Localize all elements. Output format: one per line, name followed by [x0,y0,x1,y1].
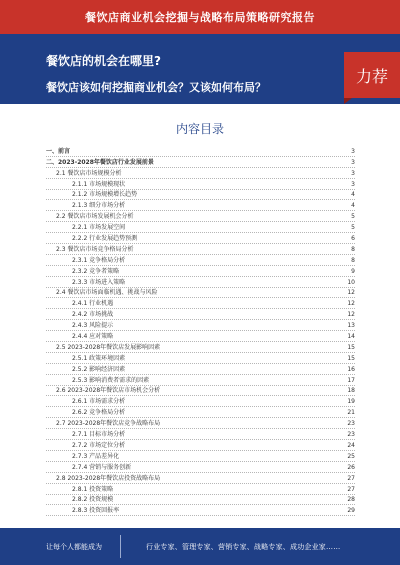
toc-entry-page: 3 [351,147,355,155]
toc-entry-text: 2.3 餐饮店市场竞争格局分析 [56,245,134,253]
toc-entry-page: 8 [351,245,355,253]
table-of-contents [46,146,355,516]
toc-entry-page: 15 [347,343,355,351]
toc-entry-text: 2.4.4 应对策略 [72,333,114,341]
toc-entry[interactable] [46,353,355,364]
toc-entry-page: 15 [347,354,355,362]
toc-entry-page: 5 [351,213,355,221]
toc-entry-page: 24 [347,441,355,449]
toc-entry[interactable] [46,320,355,331]
footer-bar [0,528,400,565]
toc-entry-text: 2.8.1 投资策略 [72,485,114,493]
toc-entry-text: 2.7.4 营销与服务创新 [72,463,132,471]
toc-entry-text: 2.7.2 市场定位分析 [72,441,126,449]
recommend-badge: 力荐 [344,52,400,98]
toc-entry-text: 2.2.2 行业发展趋势预测 [72,235,138,243]
toc-entry[interactable] [46,211,355,222]
toc-entry[interactable] [46,451,355,462]
toc-entry[interactable] [46,375,355,386]
toc-entry-page: 27 [347,474,355,482]
toc-entry[interactable] [46,407,355,418]
toc-entry[interactable] [46,298,355,309]
report-title: 餐饮店商业机会挖掘与战略布局策略研究报告 [85,11,315,24]
toc-entry-page: 27 [347,485,355,493]
header-bar [0,0,400,34]
toc-entry[interactable] [46,190,355,201]
footer-roles: 行业专家、管理专家、营销专家、战略专家、成功企业家…… [146,543,341,551]
toc-entry[interactable] [46,168,355,179]
toc-entry-page: 28 [347,496,355,504]
toc-entry-text: 2.5 2023-2028年餐饮店发展影响因素 [56,343,161,351]
toc-entry-text: 2.4.1 行业机遇 [72,300,114,308]
toc-entry[interactable] [46,233,355,244]
toc-entry-text: 2.8 2023-2028年餐饮店投资战略布局 [56,474,161,482]
toc-entry-text: 2.5.1 政策环境因素 [72,354,126,362]
toc-entry-text: 2.1.1 市场规模现状 [72,180,126,188]
toc-entry-text: 2.3.2 竞争者策略 [72,267,120,275]
toc-entry-text: 2.3.1 竞争格局分析 [72,256,126,264]
toc-entry-text: 2.8.2 投资规模 [72,496,114,504]
toc-entry[interactable] [46,505,355,516]
toc-entry-page: 8 [351,256,355,264]
toc-entry[interactable] [46,200,355,211]
toc-entry[interactable] [46,309,355,320]
toc-entry-page: 16 [347,365,355,373]
hero-question-1: 餐饮店的机会在哪里? [46,54,161,68]
toc-entry-page: 13 [347,322,355,330]
toc-entry-page: 4 [351,191,355,199]
toc-entry-text: 2.1.2 市场规模增长趋势 [72,191,138,199]
toc-entry-page: 17 [347,376,355,384]
toc-entry-page: 6 [351,235,355,243]
hero-banner [0,34,400,104]
toc-entry-text: 2.8.3 投资回报率 [72,507,120,515]
toc-entry-page: 18 [347,387,355,395]
toc-entry[interactable] [46,440,355,451]
badge-fold [344,98,352,104]
toc-entry-text: 2.5.2 影响经济因素 [72,365,126,373]
toc-entry[interactable] [46,342,355,353]
toc-entry-page: 25 [347,452,355,460]
toc-entry[interactable] [46,429,355,440]
toc-entry-text: 2.1 餐饮店市场规模分析 [56,169,122,177]
toc-entry[interactable] [46,386,355,397]
toc-entry-page: 12 [347,311,355,319]
toc-entry[interactable] [46,255,355,266]
toc-entry-text: 2.5.3 影响消费者需求的因素 [72,376,150,384]
toc-title: 内容目录 [175,122,224,136]
toc-entry-page: 23 [347,431,355,439]
toc-entry-text: 2.7.3 产品差异化 [72,452,120,460]
toc-entry-page: 12 [347,300,355,308]
toc-entry[interactable] [46,277,355,288]
toc-entry-text: 2.2.1 市场发展空间 [72,224,126,232]
toc-entry-page: 3 [351,180,355,188]
footer-divider [120,535,121,558]
footer-slogan: 让每个人都能成为 [46,543,102,551]
toc-entry[interactable] [46,396,355,407]
toc-entry[interactable] [46,418,355,429]
toc-entry-text: 2.4 餐饮店市场面临机遇、挑战与风险 [56,289,158,297]
toc-entry-page: 3 [351,158,355,166]
toc-entry-page: 12 [347,289,355,297]
hero-question-2: 餐饮店该如何挖掘商业机会？又该如何布局？ [46,81,266,94]
toc-entry-page: 29 [347,507,355,515]
toc-entry-page: 21 [347,409,355,417]
toc-entry[interactable] [46,364,355,375]
toc-entry-text: 2.4.3 风险提示 [72,322,114,330]
toc-entry-page: 23 [347,420,355,428]
toc-entry-text: 2.3.3 市场进入策略 [72,278,126,286]
toc-entry-text: 二、2023-2028年餐饮店行业发展前景 [46,158,154,166]
toc-entry[interactable] [46,266,355,277]
toc-entry-text: 2.7.1 目标市场分析 [72,431,126,439]
toc-entry-page: 4 [351,202,355,210]
toc-entry-page: 10 [347,278,355,286]
toc-entry-text: 2.4.2 市场挑战 [72,311,114,319]
toc-entry[interactable] [46,484,355,495]
toc-entry-page: 14 [347,333,355,341]
toc-entry-text: 2.7 2023-2028年餐饮店竞争战略布局 [56,420,161,428]
toc-entry-page: 26 [347,463,355,471]
toc-entry-text: 2.1.3 细分市场分析 [72,202,126,210]
toc-entry-page: 9 [351,267,355,275]
toc-entry[interactable] [46,157,355,168]
toc-entry[interactable] [46,179,355,190]
toc-entry[interactable] [46,331,355,342]
toc-entry[interactable] [46,288,355,299]
toc-entry[interactable] [46,495,355,506]
toc-entry-text: 2.6.1 市场需求分析 [72,398,126,406]
toc-entry[interactable] [46,462,355,473]
toc-entry-text: 2.6 2023-2028年餐饮店市场机会分析 [56,387,161,395]
toc-entry[interactable] [46,146,355,157]
toc-entry-page: 3 [351,169,355,177]
toc-entry[interactable] [46,244,355,255]
toc-entry-text: 2.6.2 竞争格局分析 [72,409,126,417]
toc-entry[interactable] [46,222,355,233]
toc-entry-text: 一、前言 [46,147,71,155]
toc-entry-text: 2.2 餐饮店市场发展机会分析 [56,213,134,221]
toc-entry[interactable] [46,473,355,484]
toc-entry-page: 19 [347,398,355,406]
toc-entry-page: 5 [351,224,355,232]
